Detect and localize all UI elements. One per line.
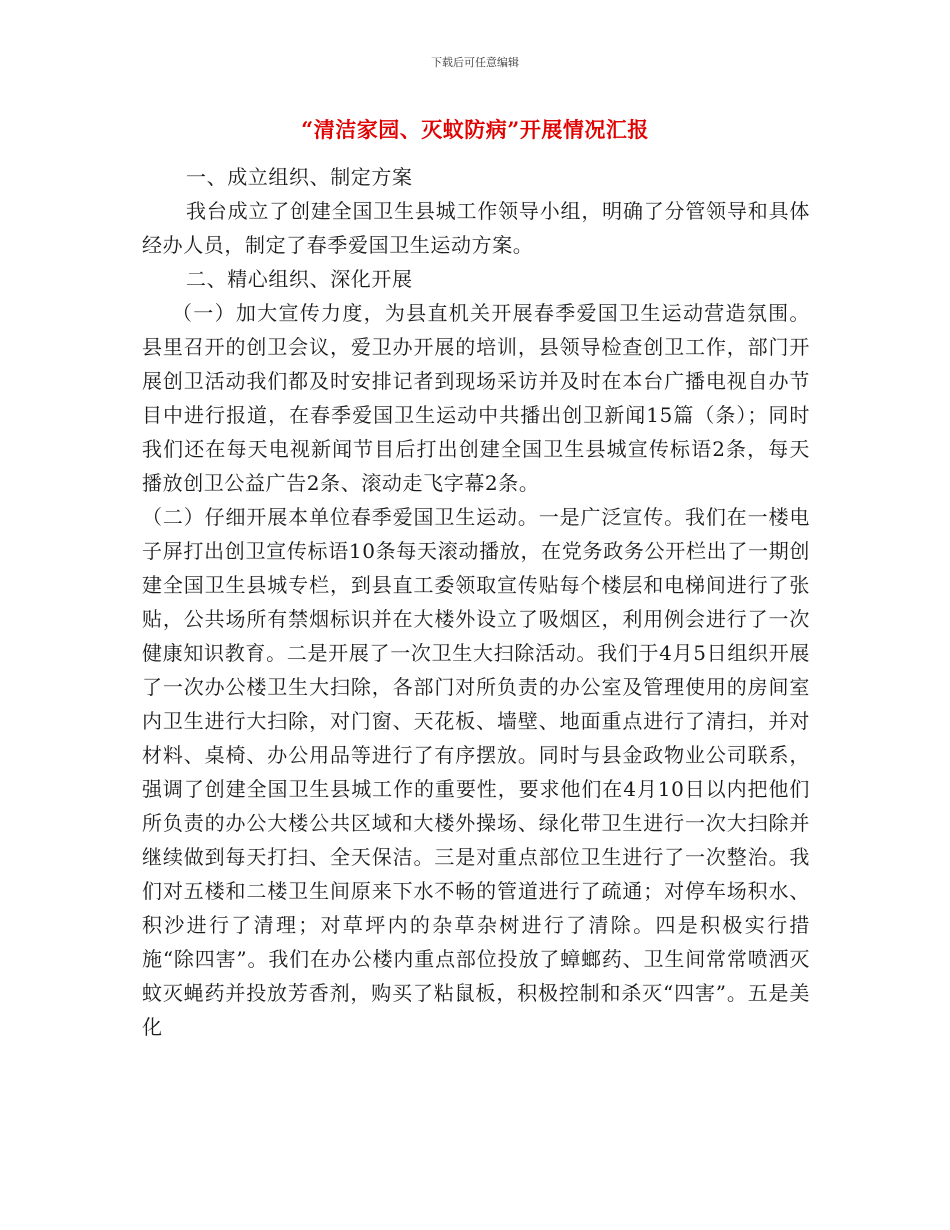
document-title: “清洁家园、灭蚊防病”开展情况汇报 [301,117,649,142]
paragraph-campaign: （二）仔细开展本单位春季爱国卫生运动。一是广泛宣传。我们在一楼电子屏打出创卫宣传标语10条每天滚动播放，在党务政务公开栏出了一期创建全国卫生县城专栏，到县直工委领取宣传贴每个楼层和电梯间进行了张贴，公共场所有禁烟标识并在大楼外设立了吸烟区，利用例会进行了一次健康知识教育。二是开展了一次卫生大扫除活动。我们于4月5日组织开展了一次办公楼卫生大扫除，各部门对所负责的办公室及管理使用的房间室内卫生进行大扫除，对门窗、天花板、墙壁、地面重点进行了清扫，并对材料、桌椅、办公用品等进行了有序摆放。同时与县金政物业公司联系，强调了创建全国卫生县城工作的重要性，要求他们在4月10日以内把他们所负责的办公大楼公共区域和大楼外操场、绿化带卫生进行一次大扫除并继续做到每天打扫、全天保洁。三是对重点部位卫生进行了一次整治。我们对五楼和二楼卫生间原来下水不畅的管道进行了疏通；对停车场积水、积沙进行了清理；对草坪内的杂草杂树进行了清除。四是积极实行措施“除四害”。我们在办公楼内重点部位投放了蟑螂药、卫生间常常喷洒灭蚊灭蝇药并投放芳香剂，购买了粘鼠板，积极控制和杀灭“四害”。五是美化 [142,505,810,1039]
document-body [142,160,810,1044]
paragraph-organization: 我台成立了创建全国卫生县城工作领导小组，明确了分管领导和具体经办人员，制定了春季爱国卫生运动方案。 [142,199,810,257]
section-heading-2: 二、精心组织、深化开展 [186,267,413,291]
section-heading-1: 一、成立组织、制定方案 [186,165,413,189]
header-note: 下载后可任意编辑 [431,56,519,69]
paragraph-publicity: （一）加大宣传力度，为县直机关开展春季爱国卫生运动营造氛围。县里召开的创卫会议，爱卫办开展的培训，县领导检查创卫工作，部门开展创卫活动我们都及时安排记者到现场采访并及时在本台广播电视自办节目中进行报道，在春季爱国卫生运动中共播出创卫新闻15篇（条）；同时我们还在每天电视新闻节目后打出创建全国卫生县城宣传标语2条，每天播放创卫公益广告2条、滚动走飞字幕2条。 [142,301,810,495]
